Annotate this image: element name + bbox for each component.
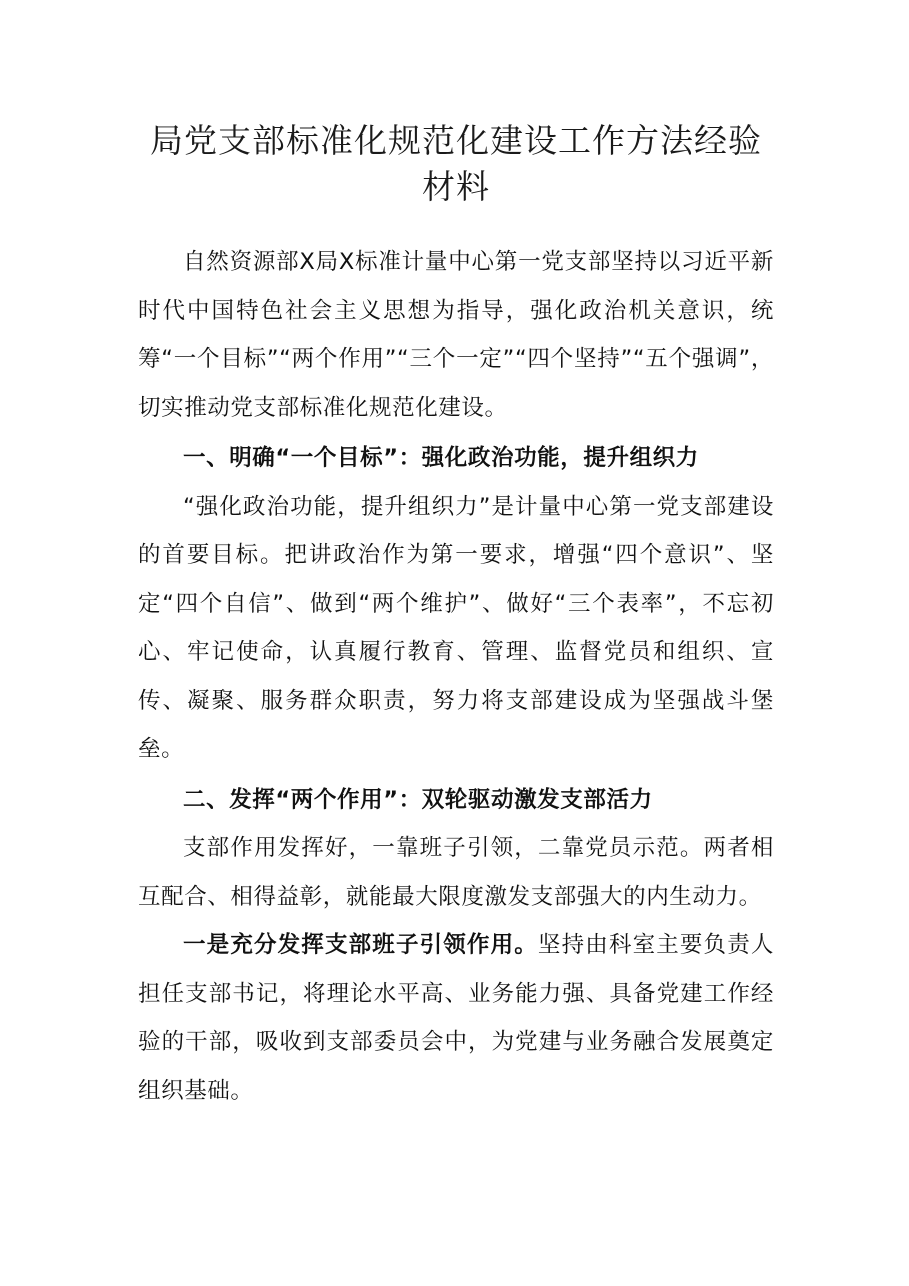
intro-paragraph: 自然资源部X局X标准计量中心第一党支部坚持以习近平新时代中国特色社会主义思想为指导，强化政治机关意识，统筹“一个目标”“两个作用”“三个一定”“四个坚持”“五个强调”，切实推动党支部标准化规范化建设。 <box>138 249 774 421</box>
section-2-heading: 二、发挥“两个作用”：双轮驱动激发支部活力 <box>183 786 653 813</box>
title-line-2: 材料 <box>422 167 490 206</box>
point-1-body: 坚持由科室主要负责人担任支部书记，将理论水平高、业务能力强、具备党建工作经验的干部，吸收到支部委员会中，为党建与业务融合发展奠定组织基础。 <box>138 932 774 1104</box>
section-2-body: 支部作用发挥好，一靠班子引领，二靠党员示范。两者相互配合、相得益彰，就能最大限度激发支部强大的内生动力。 <box>138 835 774 910</box>
section-1-body: “强化政治功能，提升组织力”是计量中心第一党支部建设的首要目标。把讲政治作为第一要求，增强“四个意识”、坚定“四个自信”、做到“两个维护”、做好“三个表率”，不忘初心、牢记使命，认真履行教育、管理、监督党员和组织、宣传、凝聚、服务群众职责，努力将支部建设成为坚强战斗堡垒。 <box>138 493 774 762</box>
document-title <box>138 118 774 210</box>
point-1-paragraph <box>138 921 774 1115</box>
title-line-1: 局党支部标准化规范化建设工作方法经验 <box>150 121 762 160</box>
section-1-heading: 一、明确“一个目标”：强化政治功能，提升组织力 <box>183 445 699 471</box>
document-page <box>138 118 774 1115</box>
point-1-lead: 一是充分发挥支部班子引领作用。 <box>183 932 538 958</box>
